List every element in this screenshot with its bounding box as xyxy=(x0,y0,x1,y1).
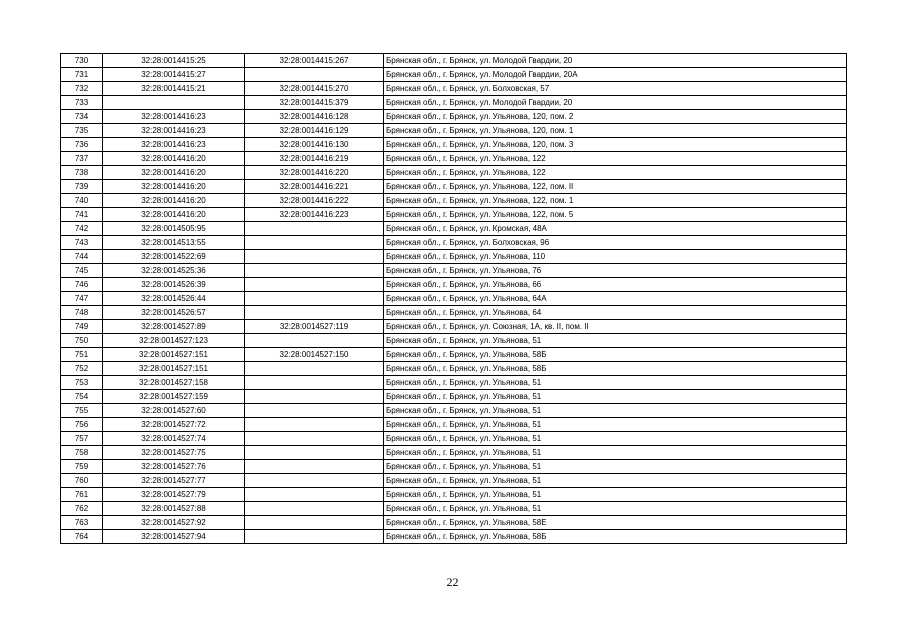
object-number-cell xyxy=(245,222,384,236)
object-number-cell xyxy=(245,488,384,502)
address-cell: Брянская обл., г. Брянск, ул. Ульянова, 51 xyxy=(384,404,847,418)
row-number-cell: 763 xyxy=(61,516,103,530)
table-row xyxy=(61,446,847,460)
address-cell: Брянская обл., г. Брянск, ул. Ульянова, 76 xyxy=(384,264,847,278)
address-cell: Брянская обл., г. Брянск, ул. Ульянова, 120, пом. 1 xyxy=(384,124,847,138)
address-cell: Брянская обл., г. Брянск, ул. Ульянова, 51 xyxy=(384,334,847,348)
address-registry-table xyxy=(60,53,847,544)
address-cell: Брянская обл., г. Брянск, ул. Молодой Гвардии, 20А xyxy=(384,68,847,82)
row-number-cell: 755 xyxy=(61,404,103,418)
table-row xyxy=(61,362,847,376)
object-number-cell: 32:28:0014415:270 xyxy=(245,82,384,96)
cadastral-number-cell: 32:28:0014527:151 xyxy=(103,362,245,376)
row-number-cell: 754 xyxy=(61,390,103,404)
cadastral-number-cell: 32:28:0014415:25 xyxy=(103,54,245,68)
cadastral-number-cell: 32:28:0014416:20 xyxy=(103,194,245,208)
address-cell: Брянская обл., г. Брянск, ул. Ульянова, 58Б xyxy=(384,530,847,544)
address-cell: Брянская обл., г. Брянск, ул. Ульянова, 51 xyxy=(384,432,847,446)
table-row xyxy=(61,110,847,124)
table-row xyxy=(61,138,847,152)
row-number-cell: 733 xyxy=(61,96,103,110)
object-number-cell: 32:28:0014416:129 xyxy=(245,124,384,138)
cadastral-number-cell: 32:28:0014416:20 xyxy=(103,166,245,180)
row-number-cell: 739 xyxy=(61,180,103,194)
cadastral-number-cell: 32:28:0014527:123 xyxy=(103,334,245,348)
cadastral-number-cell: 32:28:0014527:74 xyxy=(103,432,245,446)
row-number-cell: 753 xyxy=(61,376,103,390)
row-number-cell: 762 xyxy=(61,502,103,516)
address-cell: Брянская обл., г. Брянск, ул. Ульянова, 51 xyxy=(384,390,847,404)
cadastral-number-cell: 32:28:0014416:23 xyxy=(103,110,245,124)
table-row xyxy=(61,320,847,334)
address-cell: Брянская обл., г. Брянск, ул. Ульянова, 58Е xyxy=(384,516,847,530)
address-cell: Брянская обл., г. Брянск, ул. Болховская, 96 xyxy=(384,236,847,250)
row-number-cell: 758 xyxy=(61,446,103,460)
row-number-cell: 734 xyxy=(61,110,103,124)
row-number-cell: 745 xyxy=(61,264,103,278)
object-number-cell xyxy=(245,68,384,82)
table-row xyxy=(61,194,847,208)
cadastral-number-cell: 32:28:0014527:92 xyxy=(103,516,245,530)
cadastral-number-cell: 32:28:0014416:23 xyxy=(103,138,245,152)
row-number-cell: 735 xyxy=(61,124,103,138)
row-number-cell: 749 xyxy=(61,320,103,334)
object-number-cell xyxy=(245,418,384,432)
cadastral-number-cell xyxy=(103,96,245,110)
cadastral-number-cell: 32:28:0014415:27 xyxy=(103,68,245,82)
cadastral-number-cell: 32:28:0014416:20 xyxy=(103,180,245,194)
row-number-cell: 751 xyxy=(61,348,103,362)
row-number-cell: 764 xyxy=(61,530,103,544)
object-number-cell xyxy=(245,362,384,376)
cadastral-number-cell: 32:28:0014527:94 xyxy=(103,530,245,544)
address-cell: Брянская обл., г. Брянск, ул. Болховская, 57 xyxy=(384,82,847,96)
table-row xyxy=(61,278,847,292)
row-number-cell: 742 xyxy=(61,222,103,236)
table-row xyxy=(61,124,847,138)
row-number-cell: 743 xyxy=(61,236,103,250)
row-number-cell: 752 xyxy=(61,362,103,376)
object-number-cell xyxy=(245,516,384,530)
object-number-cell xyxy=(245,446,384,460)
cadastral-number-cell: 32:28:0014527:76 xyxy=(103,460,245,474)
cadastral-number-cell: 32:28:0014527:60 xyxy=(103,404,245,418)
row-number-cell: 747 xyxy=(61,292,103,306)
object-number-cell xyxy=(245,278,384,292)
cadastral-number-cell: 32:28:0014415:21 xyxy=(103,82,245,96)
table-row xyxy=(61,306,847,320)
row-number-cell: 748 xyxy=(61,306,103,320)
cadastral-number-cell: 32:28:0014525:36 xyxy=(103,264,245,278)
row-number-cell: 757 xyxy=(61,432,103,446)
object-number-cell: 32:28:0014416:128 xyxy=(245,110,384,124)
row-number-cell: 756 xyxy=(61,418,103,432)
object-number-cell: 32:28:0014527:119 xyxy=(245,320,384,334)
table-row xyxy=(61,96,847,110)
object-number-cell: 32:28:0014415:379 xyxy=(245,96,384,110)
row-number-cell: 761 xyxy=(61,488,103,502)
address-cell: Брянская обл., г. Брянск, ул. Ульянова, 64 xyxy=(384,306,847,320)
cadastral-number-cell: 32:28:0014526:39 xyxy=(103,278,245,292)
table-row xyxy=(61,180,847,194)
address-cell: Брянская обл., г. Брянск, ул. Ульянова, 120, пом. 3 xyxy=(384,138,847,152)
row-number-cell: 738 xyxy=(61,166,103,180)
address-cell: Брянская обл., г. Брянск, ул. Ульянова, 120, пом. 2 xyxy=(384,110,847,124)
table-row xyxy=(61,54,847,68)
cadastral-number-cell: 32:28:0014416:20 xyxy=(103,152,245,166)
object-number-cell: 32:28:0014416:221 xyxy=(245,180,384,194)
row-number-cell: 740 xyxy=(61,194,103,208)
table-row xyxy=(61,68,847,82)
table-row xyxy=(61,264,847,278)
object-number-cell xyxy=(245,390,384,404)
cadastral-number-cell: 32:28:0014416:23 xyxy=(103,124,245,138)
object-number-cell xyxy=(245,432,384,446)
cadastral-number-cell: 32:28:0014527:72 xyxy=(103,418,245,432)
address-cell: Брянская обл., г. Брянск, ул. Ульянова, 122, пом. II xyxy=(384,180,847,194)
table-row xyxy=(61,418,847,432)
table-row xyxy=(61,376,847,390)
cadastral-number-cell: 32:28:0014527:151 xyxy=(103,348,245,362)
address-cell: Брянская обл., г. Брянск, ул. Ульянова, 122 xyxy=(384,166,847,180)
address-cell: Брянская обл., г. Брянск, ул. Ульянова, 122, пом. 5 xyxy=(384,208,847,222)
row-number-cell: 750 xyxy=(61,334,103,348)
cadastral-number-cell: 32:28:0014527:158 xyxy=(103,376,245,390)
address-cell: Брянская обл., г. Брянск, ул. Молодой Гвардии, 20 xyxy=(384,54,847,68)
table-row xyxy=(61,502,847,516)
object-number-cell xyxy=(245,306,384,320)
row-number-cell: 741 xyxy=(61,208,103,222)
address-cell: Брянская обл., г. Брянск, ул. Ульянова, 51 xyxy=(384,488,847,502)
address-cell: Брянская обл., г. Брянск, ул. Ульянова, 66 xyxy=(384,278,847,292)
row-number-cell: 760 xyxy=(61,474,103,488)
cadastral-number-cell: 32:28:0014527:77 xyxy=(103,474,245,488)
object-number-cell xyxy=(245,474,384,488)
table-row xyxy=(61,166,847,180)
object-number-cell xyxy=(245,530,384,544)
table-row xyxy=(61,222,847,236)
table-row xyxy=(61,334,847,348)
address-cell: Брянская обл., г. Брянск, ул. Ульянова, 51 xyxy=(384,460,847,474)
cadastral-number-cell: 32:28:0014522:69 xyxy=(103,250,245,264)
address-cell: Брянская обл., г. Брянск, ул. Ульянова, 51 xyxy=(384,446,847,460)
row-number-cell: 737 xyxy=(61,152,103,166)
row-number-cell: 744 xyxy=(61,250,103,264)
address-cell: Брянская обл., г. Брянск, ул. Ульянова, 122 xyxy=(384,152,847,166)
table-row xyxy=(61,208,847,222)
table-row xyxy=(61,292,847,306)
row-number-cell: 736 xyxy=(61,138,103,152)
table-body xyxy=(61,54,847,544)
object-number-cell: 32:28:0014416:220 xyxy=(245,166,384,180)
table-row xyxy=(61,488,847,502)
object-number-cell: 32:28:0014415:267 xyxy=(245,54,384,68)
address-cell: Брянская обл., г. Брянск, ул. Ульянова, 51 xyxy=(384,376,847,390)
object-number-cell: 32:28:0014416:219 xyxy=(245,152,384,166)
object-number-cell xyxy=(245,264,384,278)
address-cell: Брянская обл., г. Брянск, ул. Ульянова, 110 xyxy=(384,250,847,264)
table-row xyxy=(61,82,847,96)
table-row xyxy=(61,460,847,474)
cadastral-number-cell: 32:28:0014527:79 xyxy=(103,488,245,502)
object-number-cell: 32:28:0014527:150 xyxy=(245,348,384,362)
address-cell: Брянская обл., г. Брянск, ул. Молодой Гвардии, 20 xyxy=(384,96,847,110)
cadastral-number-cell: 32:28:0014527:89 xyxy=(103,320,245,334)
table-row xyxy=(61,348,847,362)
address-cell: Брянская обл., г. Брянск, ул. Ульянова, 122, пом. 1 xyxy=(384,194,847,208)
cadastral-number-cell: 32:28:0014527:159 xyxy=(103,390,245,404)
page-number: 22 xyxy=(446,575,459,589)
object-number-cell xyxy=(245,334,384,348)
object-number-cell xyxy=(245,404,384,418)
object-number-cell xyxy=(245,460,384,474)
cadastral-number-cell: 32:28:0014526:57 xyxy=(103,306,245,320)
cadastral-number-cell: 32:28:0014526:44 xyxy=(103,292,245,306)
cadastral-number-cell: 32:28:0014527:75 xyxy=(103,446,245,460)
address-cell: Брянская обл., г. Брянск, ул. Союзная, 1А, кв. II, пом. II xyxy=(384,320,847,334)
object-number-cell xyxy=(245,250,384,264)
table-row xyxy=(61,530,847,544)
cadastral-number-cell: 32:28:0014513:55 xyxy=(103,236,245,250)
table-row xyxy=(61,236,847,250)
table-row xyxy=(61,152,847,166)
object-number-cell: 32:28:0014416:223 xyxy=(245,208,384,222)
address-cell: Брянская обл., г. Брянск, ул. Ульянова, 58Б xyxy=(384,348,847,362)
address-cell: Брянская обл., г. Брянск, ул. Ульянова, 64А xyxy=(384,292,847,306)
address-cell: Брянская обл., г. Брянск, ул. Ульянова, 51 xyxy=(384,502,847,516)
table-row xyxy=(61,404,847,418)
table-row xyxy=(61,250,847,264)
table-row xyxy=(61,516,847,530)
object-number-cell: 32:28:0014416:222 xyxy=(245,194,384,208)
row-number-cell: 759 xyxy=(61,460,103,474)
object-number-cell xyxy=(245,376,384,390)
row-number-cell: 732 xyxy=(61,82,103,96)
address-cell: Брянская обл., г. Брянск, ул. Кромская, 48А xyxy=(384,222,847,236)
object-number-cell: 32:28:0014416:130 xyxy=(245,138,384,152)
table-row xyxy=(61,432,847,446)
address-cell: Брянская обл., г. Брянск, ул. Ульянова, 51 xyxy=(384,418,847,432)
object-number-cell xyxy=(245,292,384,306)
object-number-cell xyxy=(245,236,384,250)
row-number-cell: 746 xyxy=(61,278,103,292)
address-cell: Брянская обл., г. Брянск, ул. Ульянова, 58Б xyxy=(384,362,847,376)
cadastral-number-cell: 32:28:0014527:88 xyxy=(103,502,245,516)
row-number-cell: 730 xyxy=(61,54,103,68)
cadastral-number-cell: 32:28:0014416:20 xyxy=(103,208,245,222)
address-cell: Брянская обл., г. Брянск, ул. Ульянова, 51 xyxy=(384,474,847,488)
object-number-cell xyxy=(245,502,384,516)
table-row xyxy=(61,474,847,488)
row-number-cell: 731 xyxy=(61,68,103,82)
cadastral-number-cell: 32:28:0014505:95 xyxy=(103,222,245,236)
table-row xyxy=(61,390,847,404)
